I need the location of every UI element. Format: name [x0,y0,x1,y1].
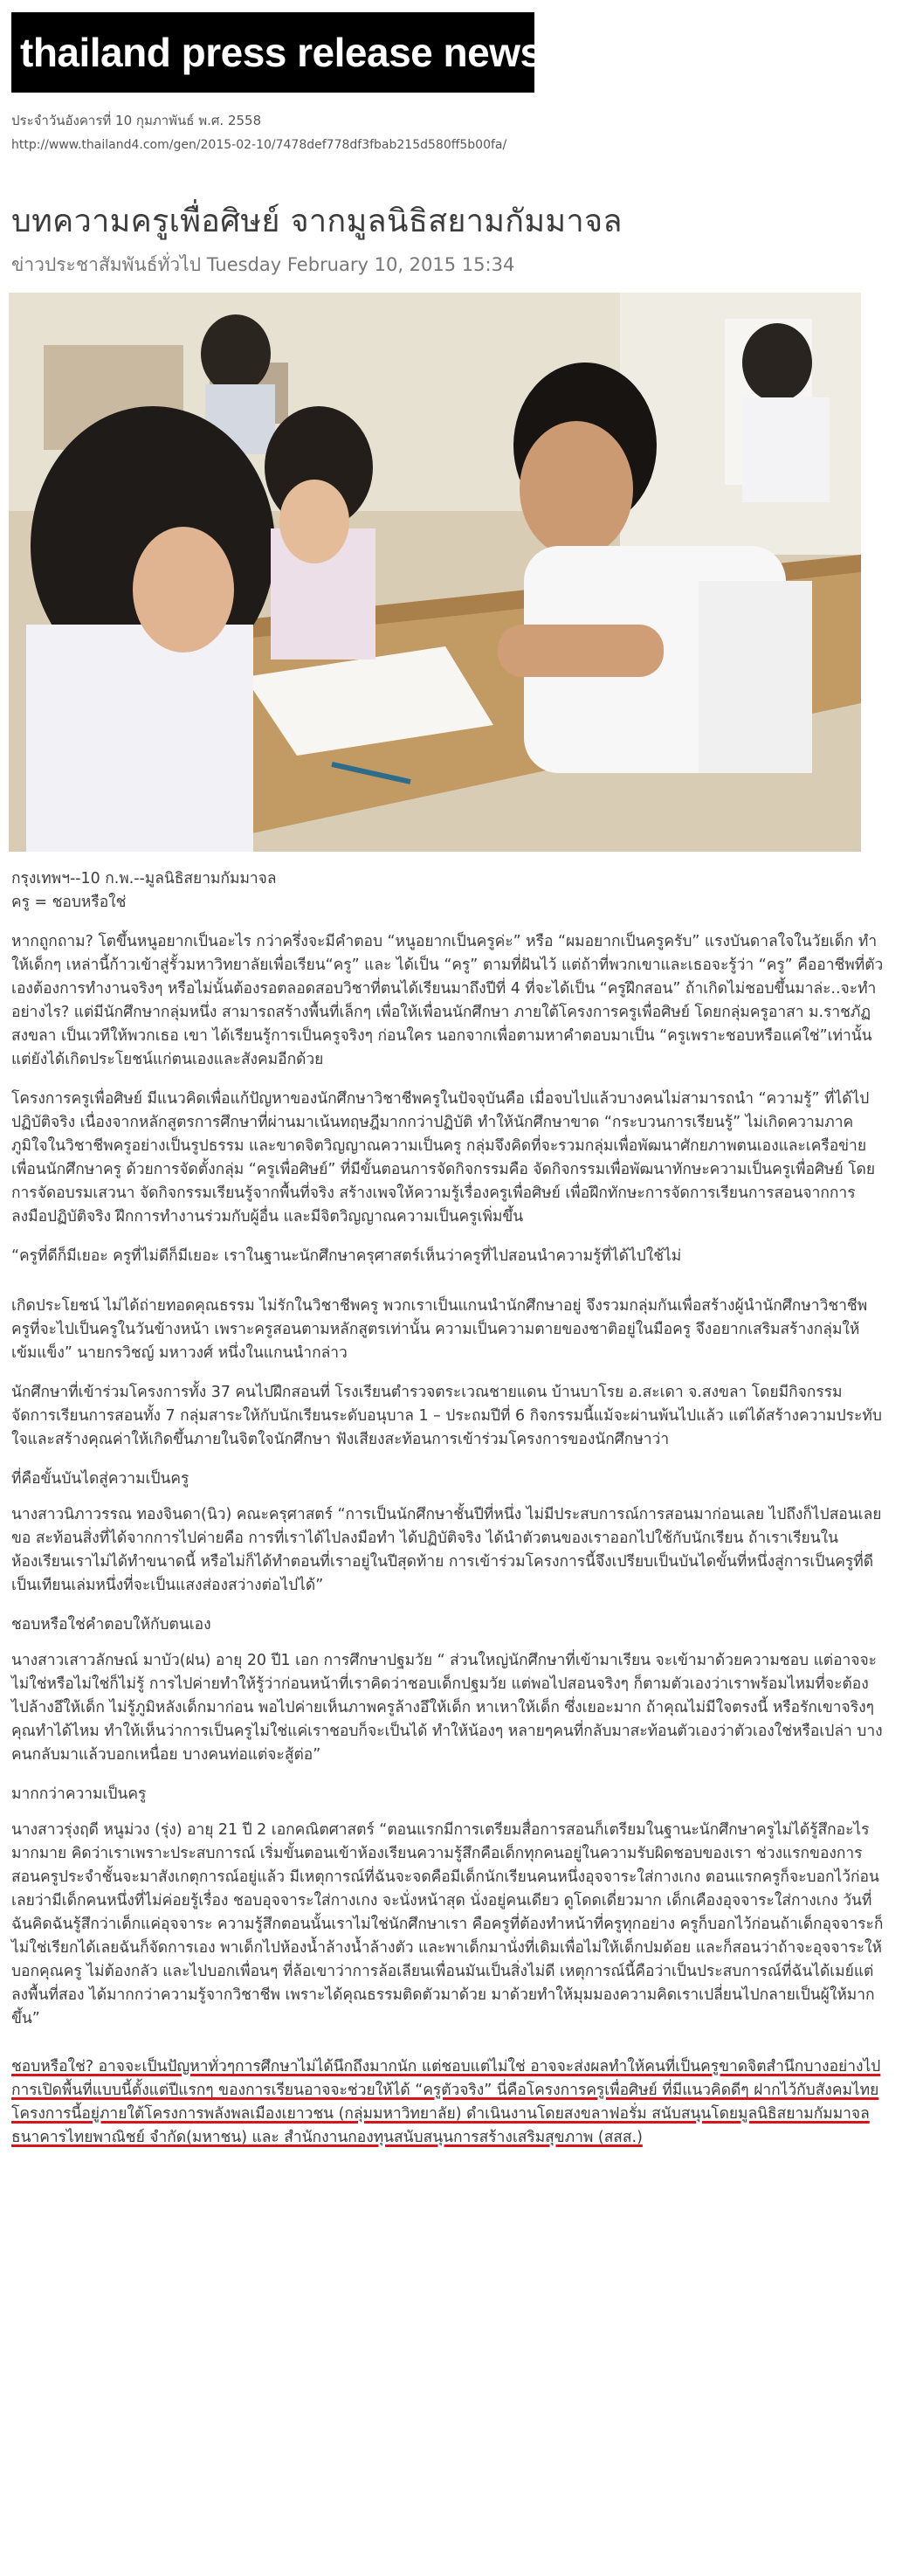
article-headline: บทความครูเพื่อศิษย์ จากมูลนิธิสยามกัมมาจล [11,204,623,239]
article-photo [9,293,861,852]
highlighted-conclusion: ชอบหรือใช่? อาจจะเป็นปัญหาทั่วๆการศึกษาไม่ได้นึกถึงมากนัก แต่ชอบแต่ไม่ใช่ อาจจะส่งผลทำให้คนที่เป็นครูขาดจิตสำนึกบางอย่างไป การเปิดพื้นที่แบบนี้ตั้งแต่ปีแรกๆ ของการเรียนอาจจะช่วยให้ได้ “ครูตัวจริง” นี่คือโครงการครูเพื่อศิษย์ ที่มีแนวคิดดีๆ ฝากไว้กับสังคมไทย โครงการนี้อยู่ภายใต้โครงการพลังพลเมืองเยาวชน (กลุ่มมหาวิทยาลัย) ดำเนินงานโดยสงขลาฟอรั่ม สนับสนุนโดยมูลนิธิสยามกัมมาจล ธนาคารไทยพาณิชย์ จำกัด(มหาชน) และ สำนักงานกองทุนสนับสนุนการสร้างเสริมสุขภาพ (สสส.) [11,2058,881,2146]
paragraph: นางสาวรุ่งฤดี หนูม่วง (รุ่ง) อายุ 21 ปี 2 เอกคณิตศาสตร์ “ตอนแรกมีการเตรียมสื่อการสอนก็เตรียมในฐานะนักศึกษาครูไม่ได้รู้สึกอะไรมากมาย คิดว่าเราเพราะประสบการณ์ เริ่มขั้นตอนเข้าห้องเรียนความรู้สึกคือเด็กทุกคนอยู่ในความรับผิดชอบของเรา ช่วงแรกของการสอนครูประจำชั้นจะมาสังเกตุการณ์อยู่แล้ว มีเหตุการณ์ที่ฉันจะจดคือมีเด็กนักเรียนคนหนึ่งอุจจาระใส่กางเกง ตอนแรกครูก็จะบอกไว้ก่อนเลยว่ามีเด็กคนหนึ่งที่ไม่ค่อยรู้เรื่อง ชอบอุจจาระใส่กางเกง จะนั่งหน้าสุด นั่งอยู่คนเดียว ดูโดดเดี่ยวมาก เด็กเคืองอุจจาระใส่กางเกง วันที่ฉันคิดฉันรู้สึกว่าเด็กแค่อุจจาระ ความรู้สึกตอนนั้นเราไม่ใช่นักศึกษาเรา คือครูที่ต้องทำหน้าที่ครูทุกอย่าง ครูก็บอกไว้ก่อนถ้าเด็กอุจจาระก็ไม่ใช่เรียกได้เลยฉันก็จัดการเอง พาเด็กไปห้องน้ำล้างน้ำล้างตัว และพาเด็กมานั่งที่เดิมเพื่อไม่ให้เด็กปมด้อย และก็สอนว่าถ้าจะอุจจาระให้บอกคุณครู ไม่ต้องกลัว และไปบอกเพื่อนๆ ที่ล้อเขาว่าการล้อเลียนเพื่อนมันเป็นสิ่งไม่ดี เหตุการณ์นี้คือว่าเป็นประสบการณ์ที่ฉันได้เมย์แต่ลงพื้นที่สอง ได้มากกว่าความรู้จากวิชาชีพ เพราะได้คุณธรรมติดตัวมาด้วย มาด้วยทำให้มุมมองความคิดเราเปลี่ยนไปกลายเป็นผู้ให้มากขึ้น” [11,1821,884,2027]
paragraph: นางสาวนิภาวรรณ ทองจินดา(นิว) คณะครุศาสตร์ “การเป็นนักศึกษาชั้นปีที่หนึ่ง ไม่มีประสบการณ์การสอนมาก่อนเลย ไปถึงก็ไปสอนเลย ขอ สะท้อนสิ่งที่ได้จากการไปค่ายคือ การที่เราได้ไปลงมือทำ ได้ปฏิบัติจริง ได้นำตัวตนของเราออกไปใช้กับนักเรียน ถ้าเราเรียนในห้องเรียนเราไม่ได้ทำขนาดนี้ หรือไม่ก็ได้ทำตอนที่เราอยู่ในปีสุดท้าย การเข้าร่วมโครงการนี้จึงเปรียบเป็นบันไดขั้นที่หนึ่งสู่การเป็นครูที่ดี เป็นเทียนเล่มหนึ่งที่จะเป็นแสงส่องสว่างต่อไปได้” [11,1506,882,1594]
article-body [11,867,885,2165]
paragraph: หากถูกถาม? โตขึ้นหนูอยากเป็นอะไร กว่าครึ่งจะมีคำตอบ “หนูอยากเป็นครูค่ะ” หรือ “ผมอยากเป็นครูครับ” แรงบันดาลใจในวัยเด็ก ทำให้เด็กๆ เหล่านี้ก้าวเข้าสู่รั้วมหาวิทยาลัยเพื่อเรียน“ครู” และ ได้เป็น “ครู” ตามที่ฝันไว้ แต่ถ้าที่พวกเขาและเธอจะรู้ว่า “ครู” คืออาชีพที่ตัวเองต้องการทำงานจริงๆ หรือไม่นั้นต้องรอตลอดสอบวิชาที่ตนได้เรียนมาถึงปีที่ 4 ที่จะได้เป็น “ครูฝึกสอน” ถ้าเกิดไม่ชอบขึ้นมาล่ะ..จะทำอย่างไร? แต่มีนักศึกษากลุ่มหนึ่ง สามารถสร้างพื้นที่เล็กๆ เพื่อให้เพื่อนนักศึกษา ภายใต้โครงการครูเพื่อศิษย์ โดยกลุ่มครูอาสา ม.ราชภัฏสงขลา เป็นเวทีให้พวกเธอ เขา ได้เรียนรู้การเป็นครูจริงๆ ก่อนใคร นอกจากเพื่อตามหาคำตอบมาเป็น “ครูเพราะชอบหรือแค่ใช่”เท่านั้น แต่ยังได้เกิดประโยชน์แก่ตนเองและสังคมอีกด้วย [11,933,884,1068]
publish-date: ประจำวันอังคารที่ 10 กุมภาพันธ์ พ.ศ. 2558 [11,113,262,128]
article-subline: ข่าวประชาสัมพันธ์ทั่วไป Tuesday February 10, 2015 15:34 [11,254,515,275]
paragraph: นักศึกษาที่เข้าร่วมโครงการทั้ง 37 คนไปฝึกสอนที่ โรงเรียนตำรวจตระเวณชายแดน บ้านบาโรย อ.สะเดา จ.สงขลา โดยมีกิจกรรมจัดการเรียนการสอนทั้ง 7 กลุ่มสาระให้กับนักเรียนระดับอนุบาล 1 – ประถมปีที่ 6 กิจกรรมนี้แม้จะผ่านพ้นไปแล้ว แต่ได้สร้างความประทับใจและสร้างคุณค่าให้เกิดขึ้นภายในจิตใจนักศึกษา ฟังเสียงสะท้อนการเข้าร่วมโครงการของนักศึกษาว่า [11,1384,882,1448]
quote-line: “ครูที่ดีก็มีเยอะ ครูที่ไม่ดีก็มีเยอะ เราในฐานะนักศึกษาครุศาสตร์เห็นว่าครูที่ไปสอนนำความรู้ที่ได้ไปใช้ไม่ [11,1247,682,1265]
paragraph: เกิดประโยชน์ ไม่ได้ถ่ายทอดคุณธรรม ไม่รักในวิชาชีพครู พวกเราเป็นแกนนำนักศึกษาอยู่ จึงรวมกลุ่มกันเพื่อสร้างผู้นำนักศึกษาวิชาชีพครูที่จะไปเป็นครูในวันข้างหน้า เพราะครูสอนตามหลักสูตรเท่านั้น ความเป็นความตายของชาติอยู่ในมือครู จึงอยากเสริมสร้างกลุ่มให้เข้มแข็ง” นายกรวิชญ์ มหาวงศ์ หนึ่งในแกนนำกล่าว [11,1297,868,1362]
paragraph: โครงการครูเพื่อศิษย์ มีแนวคิดเพื่อแก้ปัญหาของนักศึกษาวิชาชีพครูในปัจจุบันคือ เมื่อจบไปแล้วบางคนไม่สามารถนำ “ความรู้” ที่ได้ไปปฏิบัติจริง เนื่องจากหลักสูตรการศึกษาที่ผ่านมาเน้นทฤษฎีมากกว่าปฏิบัติ ทำให้นักศึกษาขาด “กระบวนการเรียนรู้” ไม่เกิดความภาคภูมิใจในวิชาชีพครูอย่างเป็นรูปธรรม และขาดจิตวิญญาณความเป็นครู กลุ่มจึงคิดที่จะรวมกลุ่มเพื่อพัฒนาศักยภาพตนเองและเครือข่ายเพื่อนนักศึกษาครู ด้วยการจัดตั้งกลุ่ม “ครูเพื่อศิษย์” ที่มีขั้นตอนการจัดกิจกรรมคือ จัดกิจกรรมเพื่อพัฒนาทักษะความเป็นครูเพื่อศิษย์ โดยการจัดอบรมเสวนา จัดกิจกรรมเรียนรู้จากพื้นที่จริง สร้างเพจให้ความรู้เรื่องครูเพื่อศิษย์ เพื่อฝึกทักษะการจัดการเรียนการสอนจากการลงมือปฏิบัติจริง ฝึกการทำงานร่วมกับผู้อื่น และมีจิตวิญญาณความเป็นครูเพิ่มขึ้น [11,1090,876,1226]
intro-line: ครู = ชอบหรือใช่ [11,894,127,911]
subheading: ชอบหรือใช่คำตอบให้กับตนเอง [11,1616,211,1633]
dateline: กรุงเทพฯ--10 ก.พ.--มูลนิธิสยามกัมมาจล [11,870,277,887]
paragraph: นางสาวเสาวลักษณ์ มาบัว(ฝน) อายุ 20 ปี1 เอก การศึกษาปฐมวัย “ ส่วนใหญ่นักศึกษาที่เข้ามาเรียน จะเข้ามาด้วยความชอบ แต่อาจจะไม่ใช่หรือไม่ใช่ก็ไม่รู้ การไปค่ายทำให้รู้ว่าก่อนหน้าที่เราคิดว่าชอบเด็กปฐมวัย แต่พอไปสอนจริงๆ ก็ตามตัวเองว่าเราพร้อมไหมที่จะต้องไปล้างอึให้เด็ก ไม่รู้ภูมิหลังเด็กมาก่อน พอไปค่ายเห็นภาพครูล้างอึให้เด็ก หาเหาให้เด็ก ซึ่งเยอะมาก ถ้าคุณไม่มีใจตรงนี้ หรือรักเขาจริงๆ คุณทำได้ไหม ทำให้เห็นว่าการเป็นครูไม่ใช่แค่เราชอบก็จะเป็นได้ ทำให้น้องๆ หลายๆคนที่กลับมาสะท้อนตัวเองว่าตัวเองใช่หรือเปล่า บางคนกลับมาแล้วบอกเหนื่อย บางคนท่อแต่จะสู้ต่อ” [11,1652,883,1764]
source-url[interactable]: http://www.thailand4.com/gen/2015-02-10/7478def778df3fbab215d580ff5b00fa/ [11,138,507,152]
subheading: ที่คือขั้นบันไดสู่ความเป็นครู [11,1470,189,1488]
site-logo[interactable]: thailand press release news [11,12,534,93]
subheading: มากกว่าความเป็นครู [11,1785,147,1803]
